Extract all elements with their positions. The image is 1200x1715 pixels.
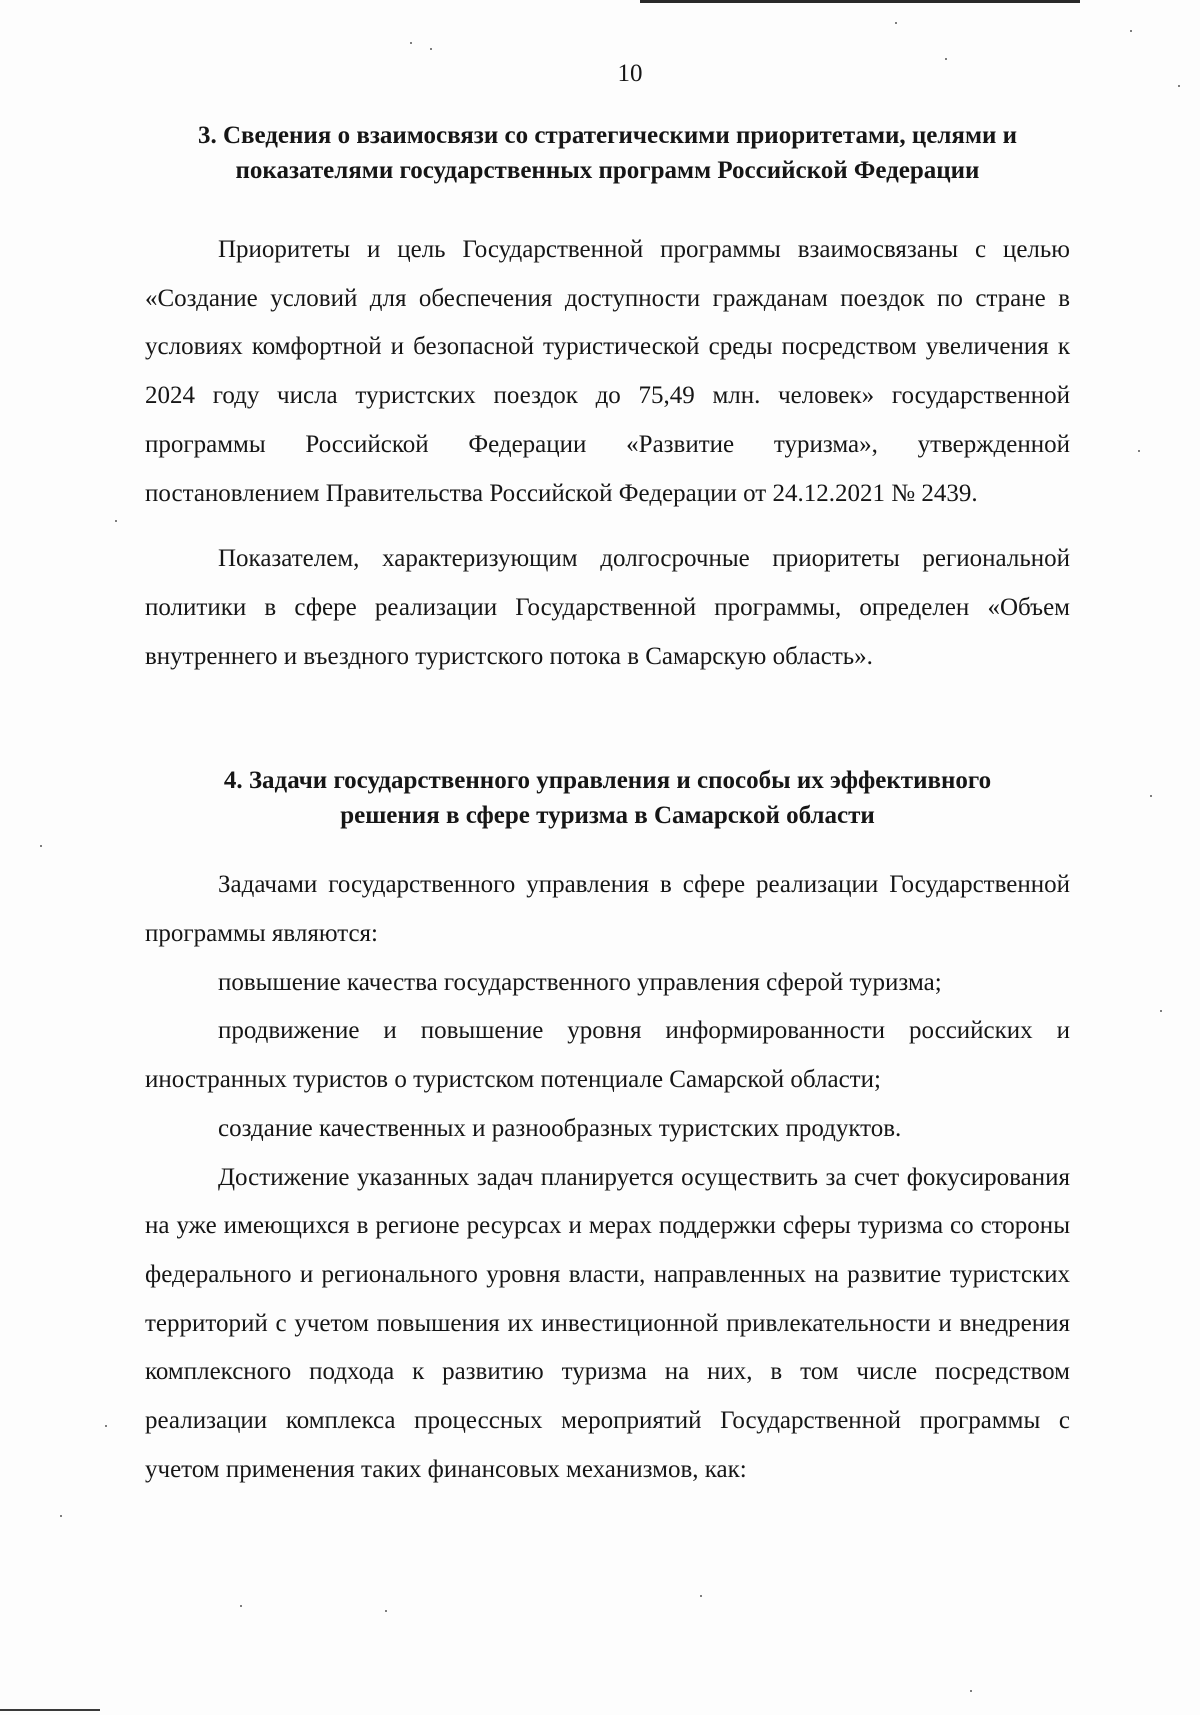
scan-speck — [105, 1425, 107, 1427]
scan-speck — [1150, 795, 1152, 797]
section-3-heading-line-2: показателями государственных программ Российской Федерации — [235, 157, 980, 184]
section-4-closing-paragraph: Достижение указанных задач планируется осуществить за счет фокусирования на уже имеющихся в регионе ресурсах и мерах поддержки сферы туризма со стороны федерального и регионального уровня власти, направленных на развитие туристских территорий с учетом повышения их инвестиционной привлекательности и внедрения комплексного подхода к развитию туризма на них, в том числе посредством реализации комплекса процессных мероприятий Государственной программы с учетом применения таких финансовых механизмов, как: — [145, 1163, 1070, 1483]
section-4-heading-line-2: решения в сфере туризма в Самарской области — [340, 802, 875, 830]
scan-speck — [410, 42, 412, 44]
scan-speck — [115, 520, 117, 522]
section-3-paragraph-priorities: Приоритеты и цель Государственной программы взаимосвязаны с целью «Создание условий для обеспечения доступности гражданам поездок по стране в условиях комфортной и безопасной туристической среды посредством увеличения к 2024 году числа туристских поездок до 75,49 млн. человек» государственной программы Российской Федерации «Развитие туризма», утвержденной постановлением Правительства Российской Федерации от 24.12.2021 № 2439. — [145, 236, 1070, 507]
scan-speck — [1160, 1010, 1162, 1012]
document-body — [145, 118, 1070, 1494]
task-list-item: создание качественных и разнообразных туристских продуктов. — [218, 1114, 902, 1142]
scan-speck — [945, 58, 947, 60]
section-4-heading — [145, 763, 1070, 833]
scan-speck — [895, 22, 897, 24]
task-list-item: повышение качества государственного управления сферой туризма; — [218, 968, 942, 996]
task-list-item: продвижение и повышение уровня информированности российских и иностранных туристов о туристском потенциале Самарской области; — [145, 1017, 1070, 1094]
bottom-scan-edge — [0, 1709, 100, 1711]
scan-speck — [385, 1610, 387, 1612]
section-4-heading-line-1: 4. Задачи государственного управления и способы их эффективного — [223, 767, 992, 795]
scan-speck — [430, 48, 432, 50]
section-3-heading-line-1: 3. Сведения о взаимосвязи со стратегическими приоритетами, целями и — [197, 122, 1018, 149]
top-scan-edge — [640, 0, 1080, 3]
scan-speck — [970, 1690, 972, 1692]
section-3-paragraph-indicator: Показателем, характеризующим долгосрочные приоритеты региональной политики в сфере реализации Государственной программы, определен «Объем внутреннего и въездного туристского потока в Самарскую область». — [145, 545, 1070, 670]
scan-speck — [700, 1595, 702, 1597]
scan-speck — [1178, 85, 1180, 87]
page-number: 10 — [617, 60, 643, 87]
scan-speck — [40, 845, 42, 847]
section-4-intro-paragraph: Задачами государственного управления в сфере реализации Государственной программы являются: — [145, 871, 1070, 948]
scan-speck — [240, 1605, 242, 1607]
scan-speck — [1138, 450, 1140, 452]
scan-speck — [60, 1515, 62, 1517]
section-3-heading — [145, 118, 1070, 188]
scan-speck — [1130, 30, 1132, 32]
